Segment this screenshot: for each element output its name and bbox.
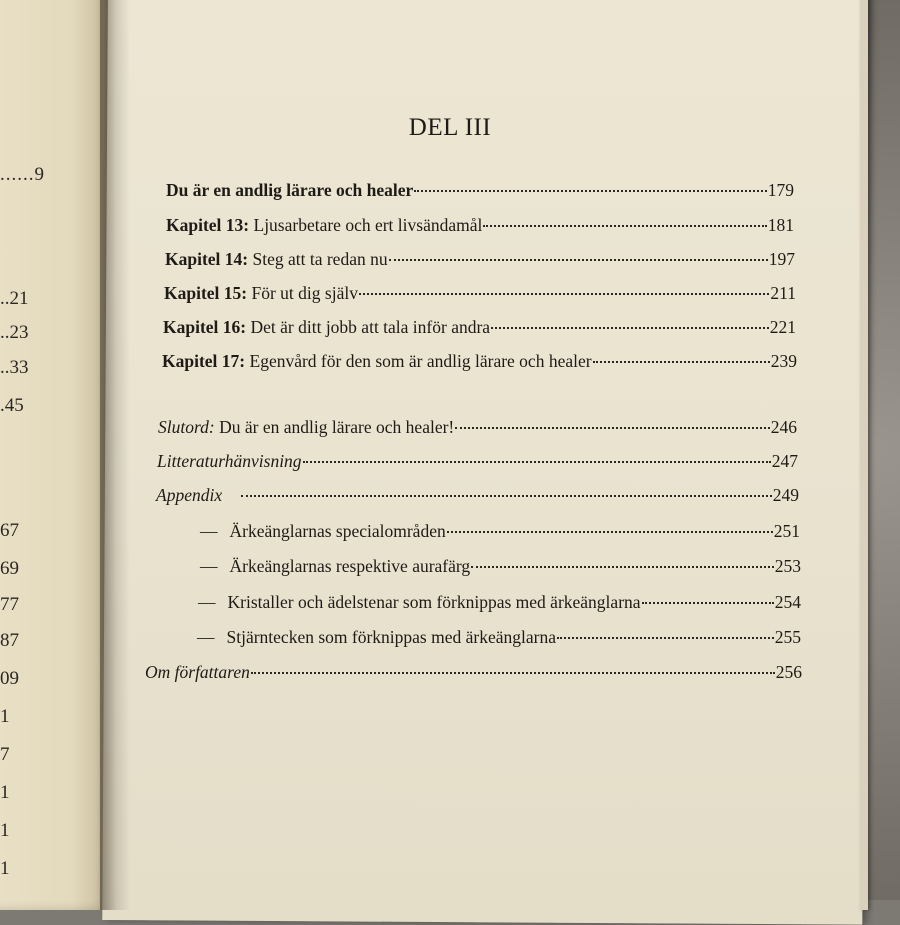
dot-leader (241, 495, 772, 497)
dot-leader (414, 190, 766, 192)
left-page-number: ..21 (0, 288, 29, 309)
left-page-number: 1 (0, 820, 10, 841)
toc-entry-page: 239 (770, 351, 797, 371)
toc-entry-title: Kapitel 16: Det är ditt jobb att tala inför andra (163, 317, 491, 337)
toc-entry (166, 215, 794, 239)
toc-entry-page: 211 (770, 283, 796, 303)
toc-entry-page: 251 (773, 521, 800, 541)
dot-leader (359, 293, 769, 295)
toc-entry (145, 662, 802, 686)
left-page-number: 87 (0, 630, 19, 651)
left-page-number: ..33 (0, 357, 29, 378)
toc-entry (164, 283, 796, 307)
part-title: DEL III (408, 114, 492, 141)
left-page-number: ......9 (0, 164, 44, 185)
left-page-number: 7 (0, 744, 10, 765)
dot-leader (557, 637, 774, 639)
toc-entry-title: — Ärkeänglarnas respektive aurafärg (200, 556, 471, 576)
toc-entry-title: Appendix (156, 485, 223, 505)
toc-entry (166, 180, 794, 204)
toc-entry-title: Slutord: Du är en andlig lärare och healer! (158, 417, 455, 437)
dot-leader (642, 602, 774, 604)
dot-leader (483, 225, 766, 227)
toc-entry-page: 246 (770, 417, 797, 437)
left-page-number: 1 (0, 782, 10, 803)
toc-entry-title: Du är en andlig lärare och healer (166, 180, 414, 200)
toc-entry-title: — Kristaller och ädelstenar som förknippas med ärkeänglarna (198, 592, 641, 612)
toc-entry-title: Litteraturhänvisning (157, 451, 302, 471)
toc-entry (158, 417, 797, 441)
left-page-number: ..23 (0, 322, 29, 343)
toc-entry-page: 249 (772, 485, 799, 505)
left-page-number: 77 (0, 594, 19, 615)
left-page-number: 1 (0, 858, 10, 879)
dot-leader (593, 361, 770, 363)
dot-leader (251, 672, 775, 674)
toc-entry-title: Kapitel 17: Egenvård för den som är andlig lärare och healer (162, 351, 592, 371)
left-page-number: .45 (0, 395, 24, 416)
toc-entry (162, 351, 797, 375)
toc-entry (163, 317, 796, 341)
toc-entry (197, 627, 801, 651)
toc-entry-page: 181 (767, 215, 794, 235)
toc-entry-title: Om författaren (145, 662, 250, 682)
toc-entry-page: 255 (774, 627, 801, 647)
toc-entry (157, 451, 798, 475)
toc-entry (200, 556, 801, 580)
toc-entry-title: Kapitel 15: För ut dig själv (164, 283, 358, 303)
toc-entry-page: 256 (775, 662, 802, 682)
toc-entry (200, 521, 800, 545)
toc-entry (165, 249, 795, 273)
toc-entry-page: 253 (774, 556, 801, 576)
toc-entry-page: 221 (769, 317, 796, 337)
dot-leader (491, 327, 769, 329)
dot-leader (303, 461, 771, 463)
left-page-number: 69 (0, 558, 19, 579)
toc-entry-page: 197 (768, 249, 795, 269)
toc-entry-title: — Ärkeänglarnas specialområden (200, 521, 446, 541)
toc-entry-title: — Stjärntecken som förknippas med ärkeänglarna (197, 627, 556, 647)
toc-entry-page: 254 (774, 592, 801, 612)
dot-leader (471, 566, 774, 568)
dot-leader (389, 259, 768, 261)
left-page-number: 67 (0, 520, 19, 541)
toc-entry-title: Kapitel 13: Ljusarbetare och ert livsändamål (166, 215, 483, 235)
dot-leader (447, 531, 773, 533)
left-page-number: 1 (0, 706, 10, 727)
toc-entry-page: 179 (767, 180, 794, 200)
toc-entry-page: 247 (771, 451, 798, 471)
toc-entry (198, 592, 801, 616)
dot-leader (455, 427, 770, 429)
left-page-number: 09 (0, 668, 19, 689)
toc-entry (156, 485, 799, 509)
toc-entry-title: Kapitel 14: Steg att ta redan nu (165, 249, 388, 269)
